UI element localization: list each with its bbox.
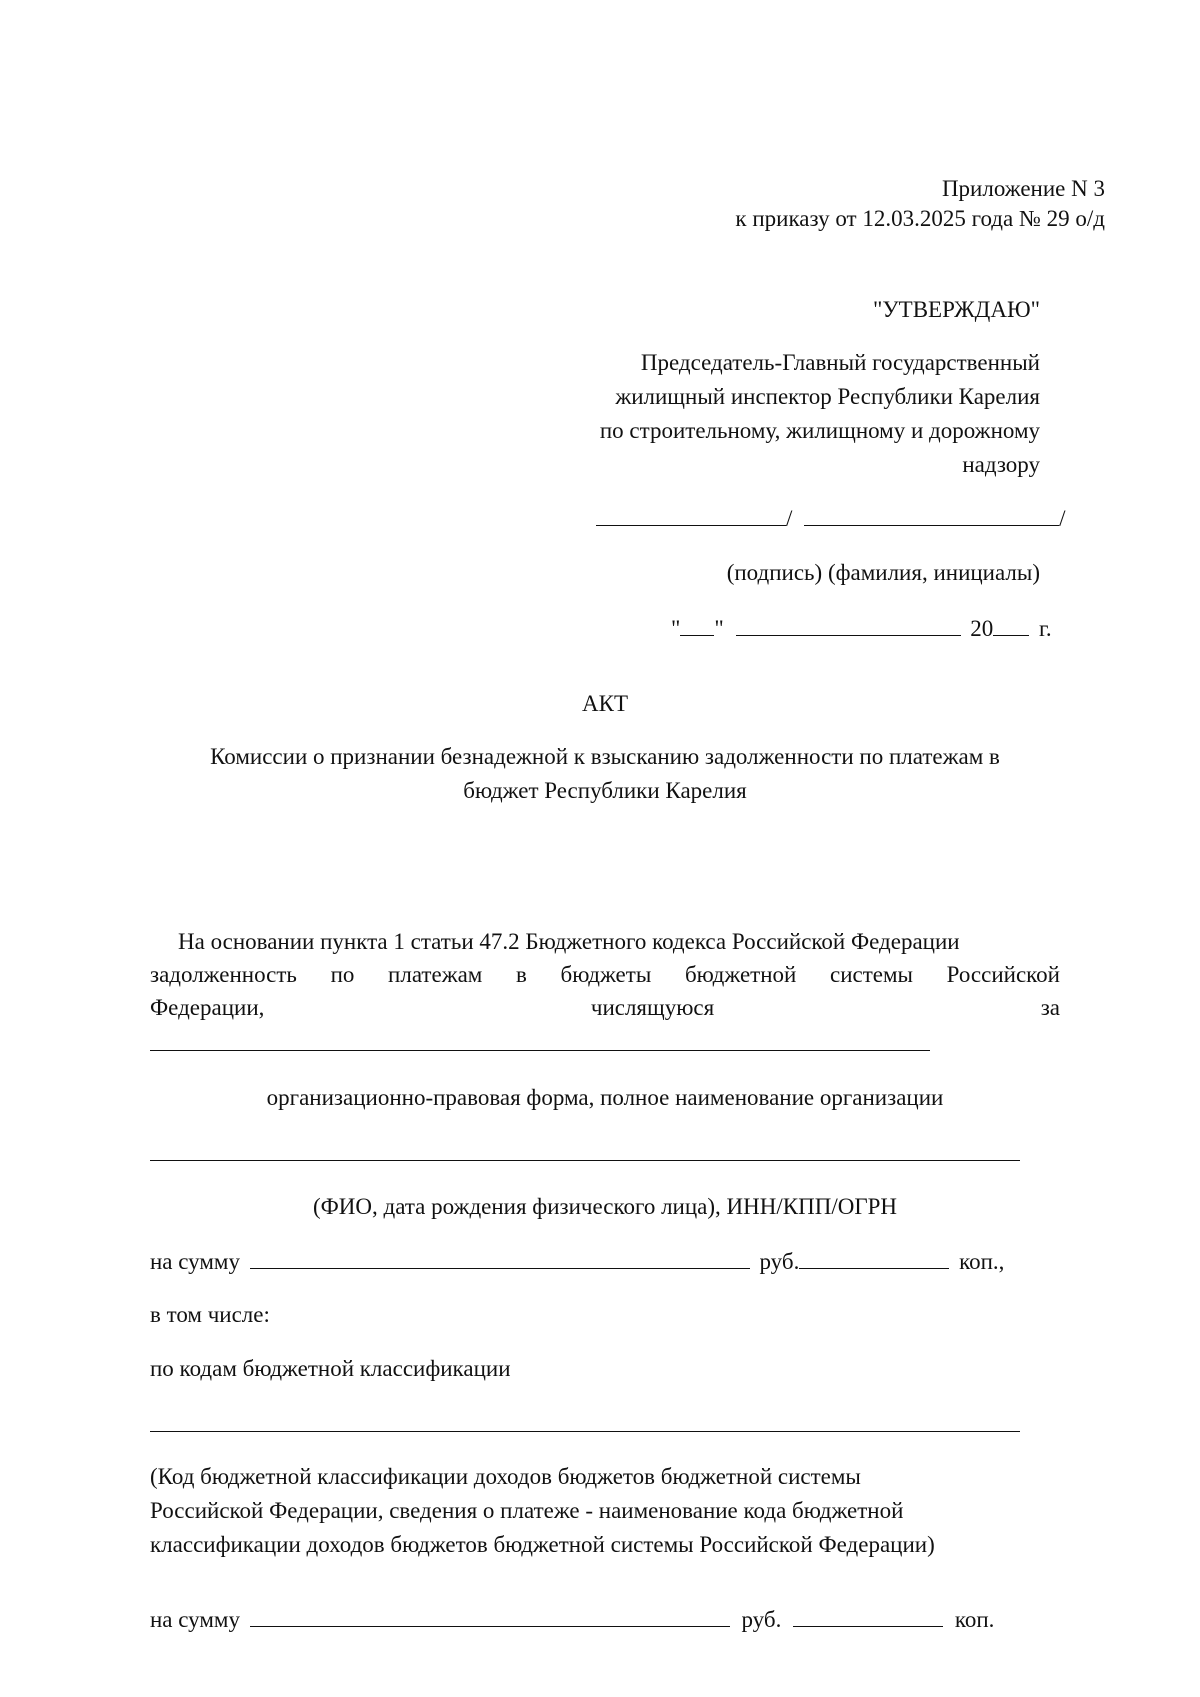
approver-position [600, 346, 1040, 482]
person-blank [150, 1160, 1020, 1161]
word: бюджеты [560, 962, 652, 987]
document-title: АКТ [582, 691, 628, 716]
subtitle-line: бюджет Республики Карелия [463, 778, 747, 803]
paragraph-line [150, 958, 1060, 992]
word: в [516, 962, 527, 987]
signature-blank [596, 503, 786, 526]
approval-stamp: "УТВЕРЖДАЮ" [872, 297, 1040, 322]
kop-label: коп. [954, 1607, 995, 1632]
sum-label: на сумму [150, 1249, 240, 1274]
word: задолженность [150, 962, 297, 987]
word: Федерации, [150, 995, 265, 1020]
sum-line-2 [150, 1603, 994, 1637]
subtitle-line: Комиссии о признании безнадежной к взысканию задолженности по платежам в [210, 744, 1000, 769]
caption-line: классификации доходов бюджетов бюджетной системы Российской Федерации) [150, 1532, 935, 1557]
order-reference: к приказу от 12.03.2025 года № 29 о/д [735, 206, 1105, 231]
sum-line [150, 1245, 1004, 1279]
signature-caption: (подпись) (фамилия, инициалы) [726, 560, 1040, 585]
signature-line [596, 502, 1066, 536]
caption-line: (Код бюджетной классификации доходов бюджетов бюджетной системы [150, 1464, 861, 1489]
caption-line: Российской Федерации, сведения о платеже - наименование кода бюджетной [150, 1498, 904, 1523]
kop-label: коп., [959, 1249, 1005, 1274]
position-line: жилищный инспектор Республики Карелия [615, 384, 1040, 409]
rub-label: руб. [741, 1607, 782, 1632]
word: числящуюся [590, 995, 715, 1020]
word: за [1040, 995, 1060, 1020]
position-line: Председатель-Главный государственный [640, 350, 1040, 375]
paragraph-line [150, 991, 1060, 1025]
organization-blank [150, 1050, 930, 1051]
budget-code-caption [150, 1460, 935, 1562]
day-blank [680, 613, 714, 636]
name-blank [804, 503, 1059, 526]
word: системы [829, 962, 913, 987]
position-line: надзору [962, 452, 1040, 477]
sum-rub-blank [250, 1246, 750, 1269]
year-blank [993, 613, 1029, 636]
month-blank [736, 613, 961, 636]
document-subtitle [150, 740, 1060, 808]
word: платежам [388, 962, 483, 987]
slash: / [1059, 506, 1066, 531]
quote-mark: " [671, 616, 681, 641]
appendix-number: Приложение N 3 [941, 176, 1105, 201]
slash: / [786, 506, 793, 531]
year-suffix: г. [1039, 616, 1052, 641]
word: Российской [946, 962, 1060, 987]
year-prefix: 20 [970, 616, 994, 641]
sum-label: на сумму [150, 1607, 240, 1632]
approval-date [671, 612, 1052, 646]
rub-label: руб. [759, 1249, 800, 1274]
budget-code-blank [150, 1431, 1020, 1432]
sum-kop-blank [793, 1604, 943, 1627]
sum-kop-blank [799, 1246, 949, 1269]
sum-rub-blank [250, 1604, 730, 1627]
word: по [330, 962, 355, 987]
person-caption: (ФИО, дата рождения физического лица), ИНН/КПП/ОГРН [312, 1194, 898, 1219]
word: бюджетной [684, 962, 797, 987]
position-line: по строительному, жилищному и дорожному [599, 418, 1040, 443]
paragraph-line: На основании пункта 1 статьи 47.2 Бюджетного кодекса Российской Федерации [178, 929, 960, 954]
including-label: в том числе: [150, 1302, 270, 1327]
organization-caption: организационно-правовая форма, полное наименование организации [266, 1085, 944, 1110]
quote-mark: " [714, 616, 724, 641]
budget-codes-label: по кодам бюджетной классификации [150, 1356, 511, 1381]
